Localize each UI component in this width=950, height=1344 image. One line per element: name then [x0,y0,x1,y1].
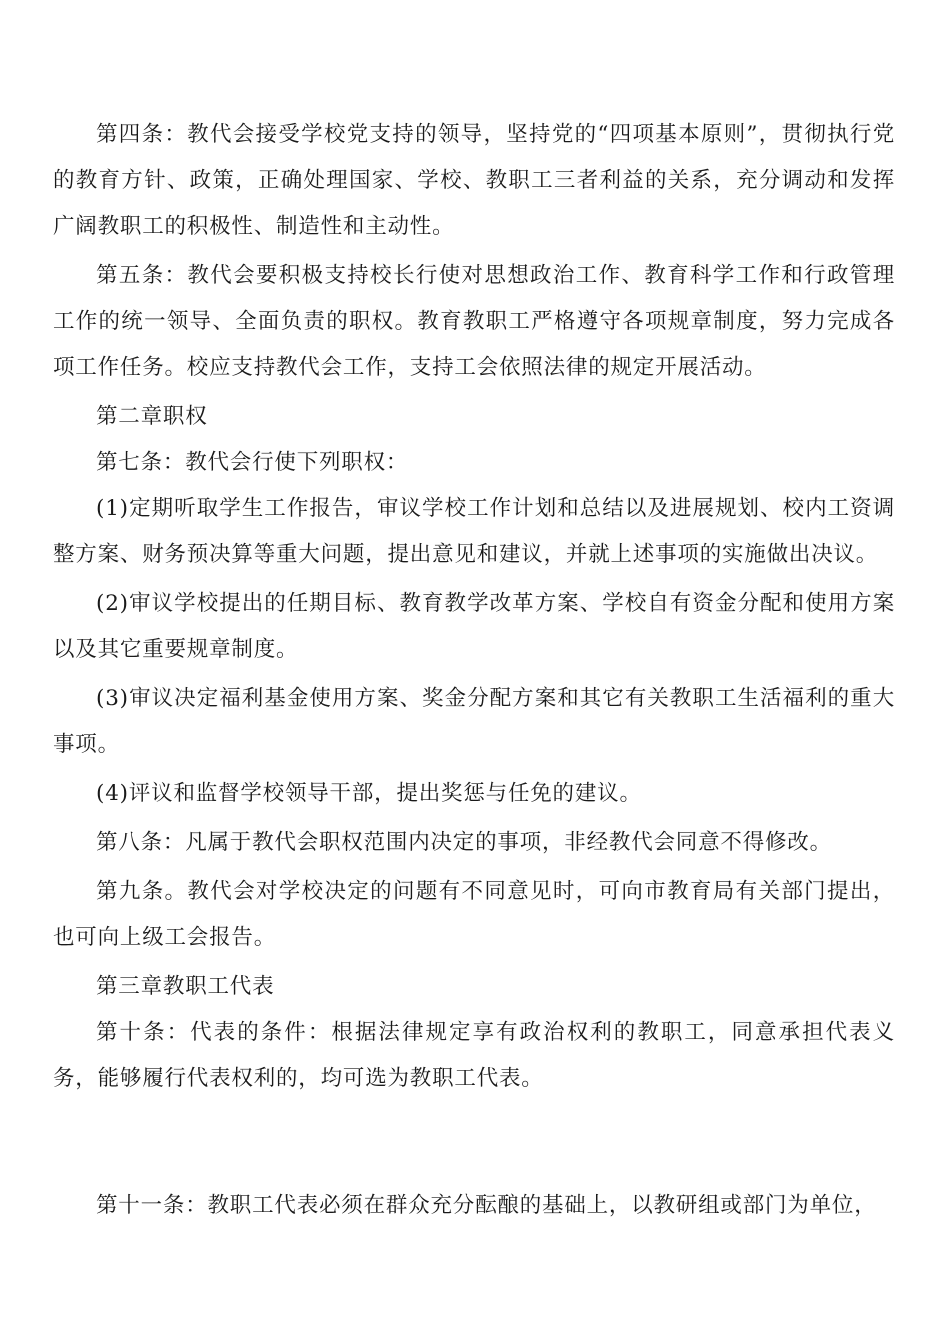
chapter-2-heading: 第二章职权 [96,404,208,429]
article-4: 第四条：教代会接受学校党支持的领导，坚持党的“四项基本原则”，贯彻执行党的教育方针、政策，正确处理国家、学校、教职工三者利益的关系，充分调动和发挥广阔教职工的积极性、制造性和主动性。 [53,122,895,239]
chapter-3-heading: 第三章教职工代表 [96,974,275,999]
document-body [53,112,895,1232]
article-8: 第八条：凡属于教代会职权范围内决定的事项，非经教代会同意不得修改。 [96,830,832,855]
article-7-item-1: (1)定期听取学生工作报告，审议学校工作计划和总结以及进展规划、校内工资调整方案、财务预决算等重大问题，提出意见和建议，并就上述事项的实施做出决议。 [53,496,895,567]
article-9: 第九条。教代会对学校决定的问题有不同意见时，可向市教育局有关部门提出，也可向上级工会报告。 [53,879,895,950]
article-11: 第十一条：教职工代表必须在群众充分酝酿的基础上，以教研组或部门为单位， [96,1193,877,1218]
paragraph-gap [53,1105,895,1183]
article-7-item-4: (4)评议和监督学校领导干部，提出奖惩与任免的建议。 [96,781,642,806]
article-7-item-3: (3)审议决定福利基金使用方案、奖金分配方案和其它有关教职工生活福利的重大事项。 [53,686,895,757]
article-5: 第五条：教代会要积极支持校长行使对思想政治工作、教育科学工作和行政管理工作的统一领导、全面负责的职权。教育教职工严格遵守各项规章制度，努力完成各项工作任务。校应支持教代会工作，支持工会依照法律的规定开展活动。 [53,263,895,380]
article-10: 第十条：代表的条件：根据法律规定享有政治权利的教职工，同意承担代表义务，能够履行代表权利的，均可选为教职工代表。 [53,1020,895,1091]
article-7-item-2: (2)审议学校提出的任期目标、教育教学改革方案、学校自有资金分配和使用方案以及其它重要规章制度。 [53,591,895,662]
article-7: 第七条：教代会行使下列职权： [96,450,409,475]
